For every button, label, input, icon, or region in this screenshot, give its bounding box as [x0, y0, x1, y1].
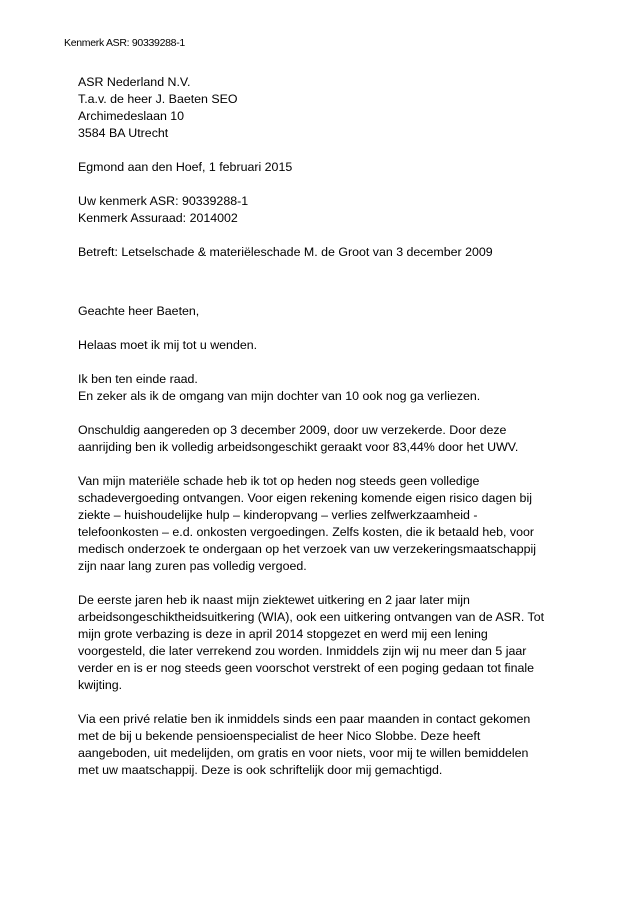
- paragraph-line: En zeker als ik de omgang van mijn dochter van 10 ook nog ga verliezen.: [78, 389, 481, 403]
- paragraph-line: Via een privé relatie ben ik inmiddels sinds een paar maanden in contact gekomen: [78, 712, 531, 726]
- paragraph-line: verder en is er nog steeds geen voorschot verstrekt of een poging gedaan tot finale: [78, 661, 534, 675]
- paragraph-line: met de bij u bekende pensioenspecialist de heer Nico Slobbe. Deze heeft: [78, 729, 481, 743]
- header-reference: Kenmerk ASR: 90339288-1: [64, 37, 185, 49]
- paragraph-line: voorgesteld, die later verrekend zou worden. Inmiddels zijn wij nu meer dan 5 jaar: [78, 644, 527, 658]
- paragraph-line: kwijting.: [78, 678, 123, 692]
- paragraph-line: telefoonkosten – e.d. onkosten vergoedingen. Zelfs kosten, die ik betaald heb, voor: [78, 525, 535, 539]
- reference-line: Uw kenmerk ASR: 90339288-1: [78, 194, 249, 208]
- paragraph-line: arbeidsongeschiktheidsuitkering (WIA), ook een uitkering ontvangen van de ASR. Tot: [78, 610, 545, 624]
- paragraph-line: medisch onderzoek te ondergaan op het verzoek van uw verzekeringsmaatschappij: [78, 542, 537, 556]
- subject-line: Betreft: Letselschade & materiëleschade M. de Groot van 3 december 2009: [78, 245, 493, 259]
- paragraph: [78, 473, 568, 575]
- paragraph-line: ziekte – huishoudelijke hulp – kinderopvang – verlies zelfwerkzaamheid -: [78, 508, 478, 522]
- paragraph: [78, 422, 568, 456]
- paragraph-line: aangeboden, uit medelijden, om gratis en voor niets, voor mij te willen bemiddelen: [78, 746, 529, 760]
- salutation: Geachte heer Baeten,: [78, 304, 200, 318]
- paragraph-line: Van mijn materiële schade heb ik tot op heden nog steeds geen volledige: [78, 474, 480, 488]
- address-line: Archimedeslaan 10: [78, 109, 185, 123]
- paragraph-line: zijn naar lang zuren pas volledig vergoed.: [78, 559, 307, 573]
- address-line: ASR Nederland N.V.: [78, 75, 191, 89]
- recipient-address: [78, 74, 568, 142]
- letter-body: [78, 74, 568, 779]
- place-date: Egmond aan den Hoef, 1 februari 2015: [78, 160, 293, 174]
- paragraph: [78, 711, 568, 779]
- paragraph-line: met uw maatschappij. Deze is ook schriftelijk door mij gemachtigd.: [78, 763, 443, 777]
- paragraph-line: mijn grote verbazing is deze in april 2014 stopgezet en werd mij een lening: [78, 627, 488, 641]
- paragraph-line: De eerste jaren heb ik naast mijn ziektewet uitkering en 2 jaar later mijn: [78, 593, 470, 607]
- paragraph-line: Onschuldig aangereden op 3 december 2009, door uw verzekerde. Door deze: [78, 423, 507, 437]
- paragraph: [78, 371, 568, 405]
- reference-line: Kenmerk Assuraad: 2014002: [78, 211, 238, 225]
- address-line: T.a.v. de heer J. Baeten SEO: [78, 92, 238, 106]
- paragraph: [78, 592, 568, 694]
- paragraph-line: schadevergoeding ontvangen. Voor eigen rekening komende eigen risico dagen bij: [78, 491, 532, 505]
- paragraph-line: aanrijding ben ik volledig arbeidsongeschikt geraakt voor 83,44% door het UWV.: [78, 440, 519, 454]
- address-line: 3584 BA Utrecht: [78, 126, 169, 140]
- paragraph: [78, 337, 568, 354]
- reference-block: [78, 193, 568, 227]
- paragraph-line: Helaas moet ik mij tot u wenden.: [78, 338, 258, 352]
- paragraph-line: Ik ben ten einde raad.: [78, 372, 198, 386]
